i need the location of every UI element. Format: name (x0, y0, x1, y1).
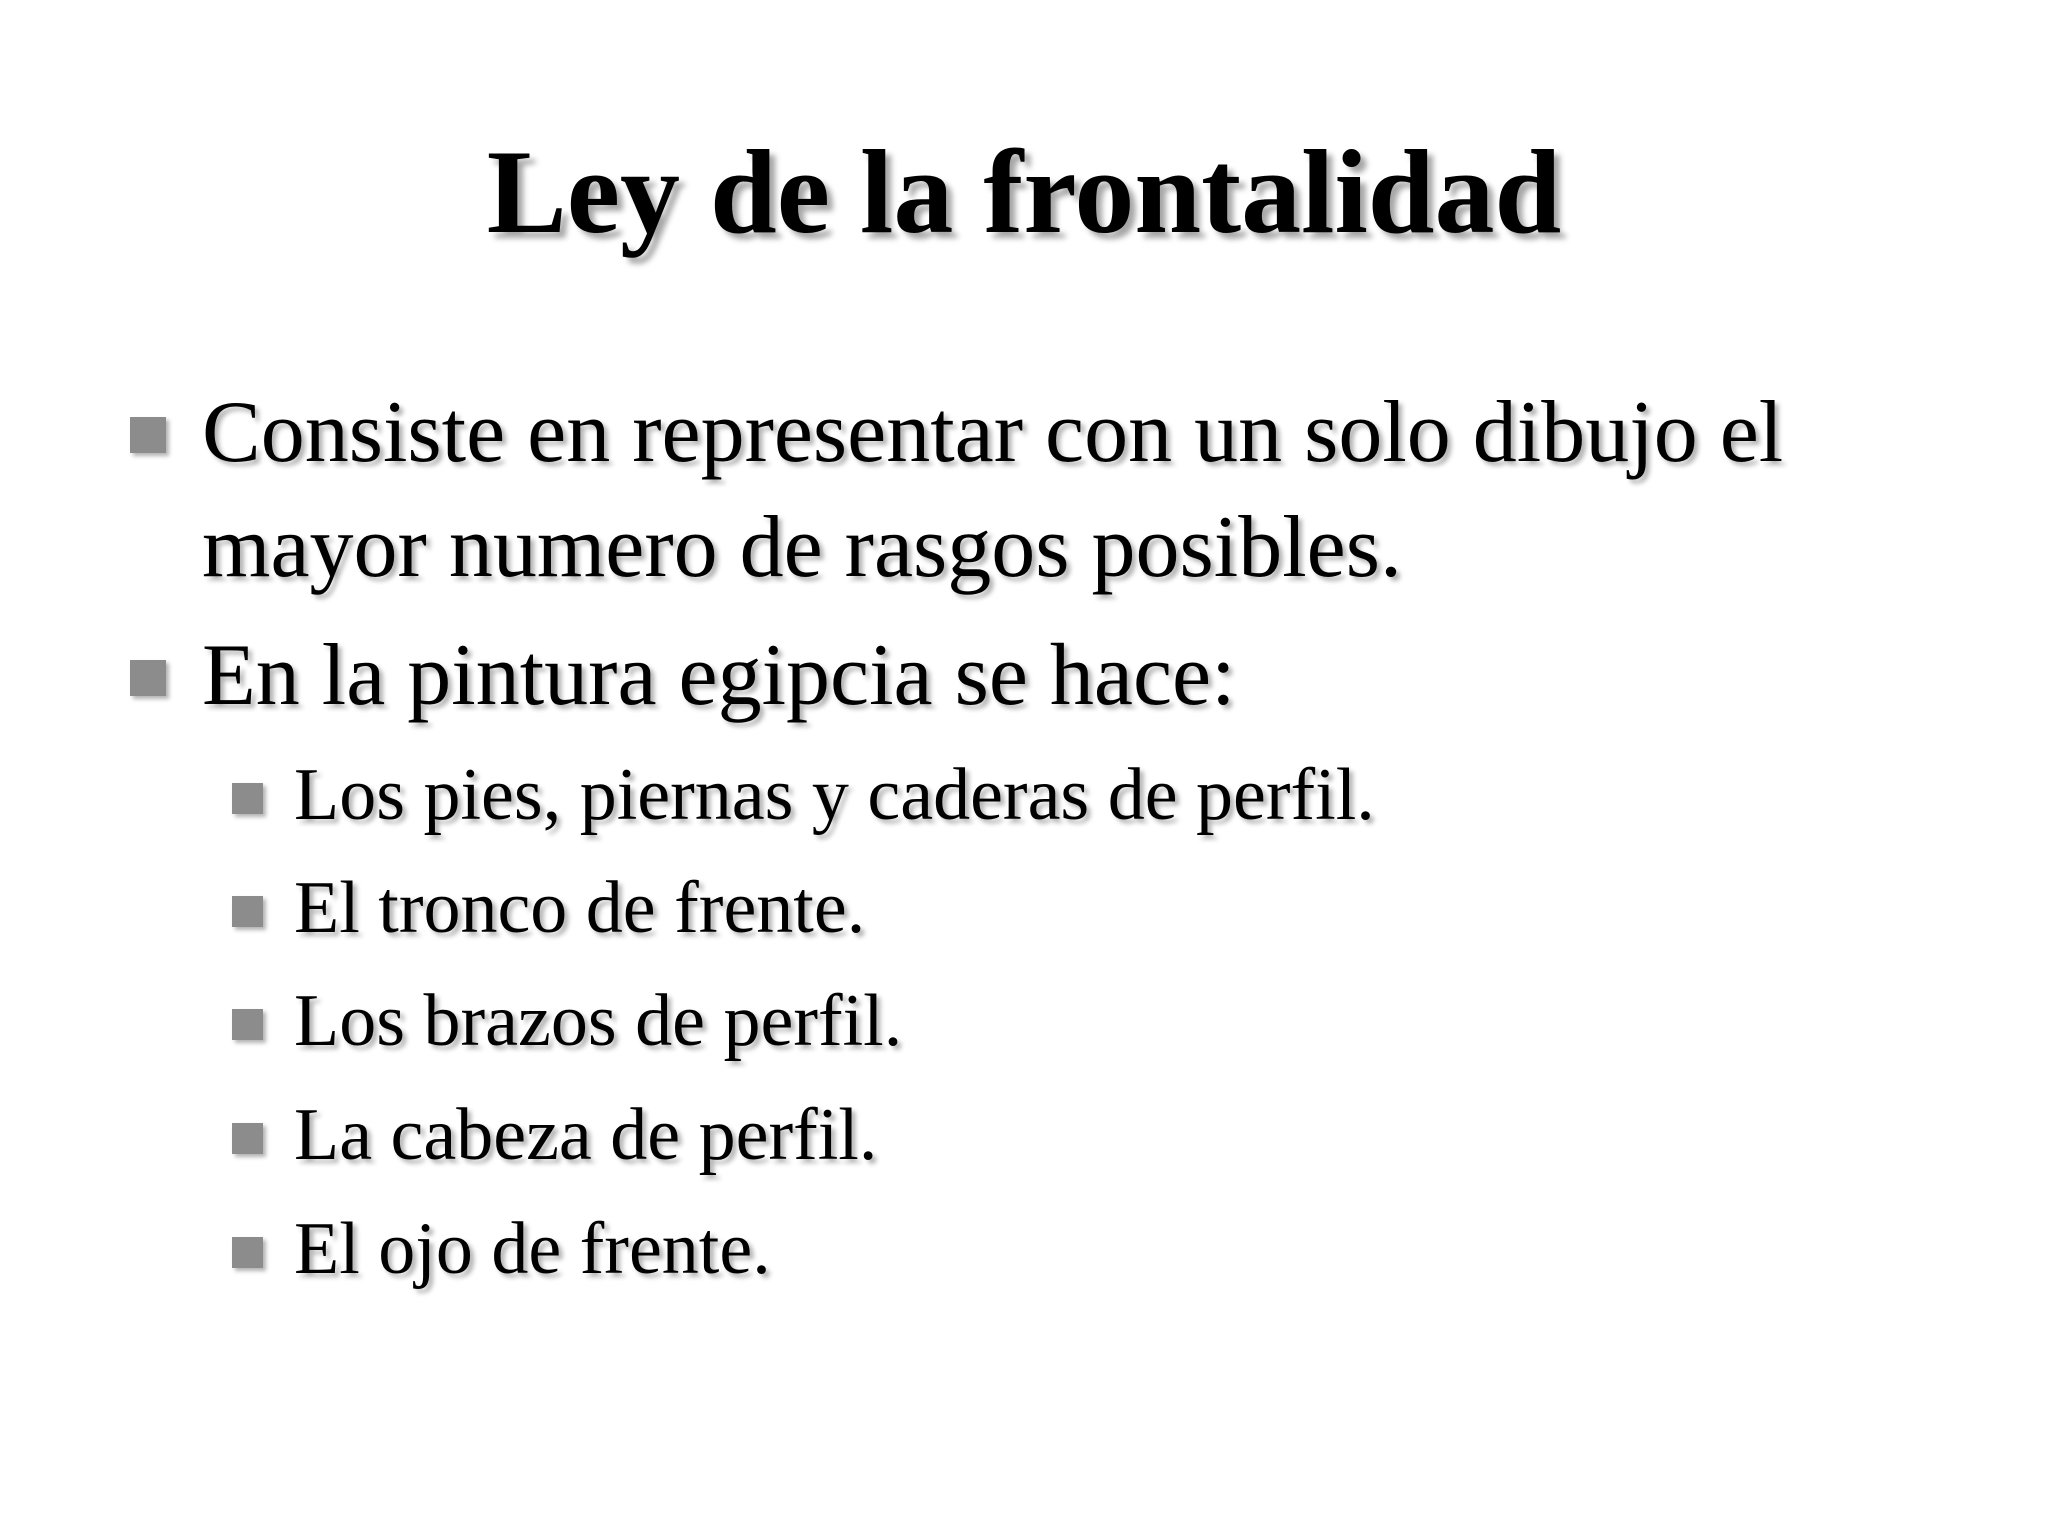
sub-bullet-text: Los brazos de perfil. (294, 980, 903, 1062)
sub-bullet-text: El tronco de frente. (294, 867, 866, 949)
bullet-text-line: En la pintura egipcia se hace: (202, 627, 1236, 724)
sub-bullet-text: Los pies, piernas y caderas de perfil. (294, 754, 1375, 836)
slide-title: Ley de la frontalidad (486, 125, 1562, 258)
square-bullet-icon (232, 1237, 263, 1268)
sub-bullet-text: La cabeza de perfil. (294, 1094, 878, 1176)
square-bullet-icon (130, 660, 166, 696)
square-bullet-icon (232, 1009, 263, 1040)
square-bullet-icon (232, 896, 263, 927)
square-bullet-icon (232, 783, 263, 814)
square-bullet-icon (130, 417, 166, 453)
square-bullet-icon (232, 1123, 263, 1154)
sub-bullet-text: El ojo de frente. (294, 1208, 771, 1290)
bullet-text-line: mayor numero de rasgos posibles. (202, 499, 1402, 596)
bullet-text-line: Consiste en representar con un solo dibujo el (202, 384, 1784, 481)
